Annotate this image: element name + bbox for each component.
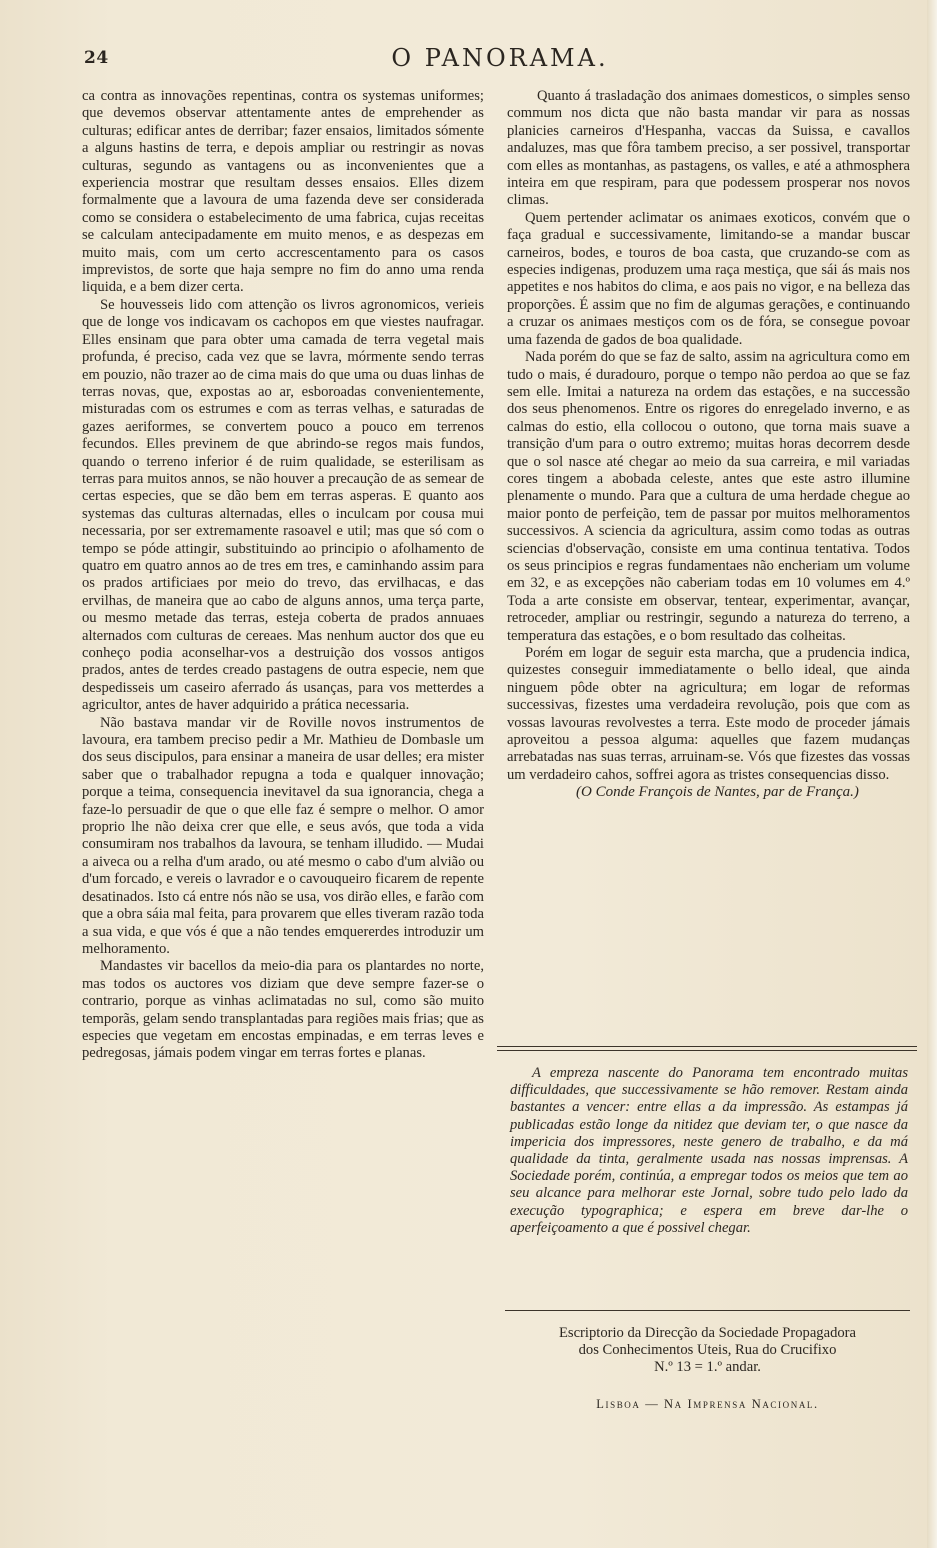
journal-title: O PANORAMA. xyxy=(391,44,609,72)
office-line-3: N.º 13 = 1.º andar. xyxy=(654,1359,761,1375)
left-column xyxy=(82,88,484,1063)
office-line-2: dos Conhecimentos Uteis, Rua do Crucifixo xyxy=(578,1342,837,1358)
printer-imprint: Lisboa — Na Imprensa Nacional. xyxy=(596,1397,819,1411)
page-header xyxy=(84,44,916,76)
left-paragraph-2: Se houvesseis lido com attenção os livros agronomicos, verieis que de longe vos indicavam os cachopos em que viestes naufragar. Elles ensinam que para obter uma camada de terra vegetal mais profunda, é preciso, cada vez que se lavra, mórmente sendo terras em pouzio, não trazer ao de cima mais do que uma ou duas linhas de terras novas, que, expostas ao ar, esboroadas convenientemente, misturadas com os estrumes e com as terras velhas, e saturadas de gazes aeriformes, se convertem pouco a pouco em terrenos fecundos. Elles previnem de que abrindo-se regos mais fundos, quando o terreno inferior é de ruim qualidade, se esterilisam as terras para muitos annos, se não houver a precaução de as semear de certas especies, que se dão bem em terras asperas. E quanto aos systemas das culturas alternadas, elles o inculcam por cousa mui necessaria, por ser extremamente rasoavel e util; mas que só com o tempo se póde attingir, substituindo ao principio o afolhamento de quatro em quatro annos ao de tres em tres, e caminhando assim para os prados artificiaes por meio do trevo, das ervilhacas, e das ervilhas, de maneira que ao cabo de alguns annos, uma terça parte, ou mesmo metade das terras, esteja coberta de prados annuaes alternados com culturas de cereaes. Mas nenhum auctor dos que eu conheço podia aconselhar-vos a destruição dos vossos antigos prados, antes de terdes creado pastagens de outra especie, nem que despedisseis um caseiro aferrado ás usanças, para vos metterdes a agricultor, antes de haver adquirido a prática necessaria. xyxy=(82,296,484,714)
notice-text: A empreza nascente do Panorama tem encontrado muitas difficuldades, que successivamente se hão remover. Restam ainda bastantes a vencer: entre ellas a da impressão. As estampas já publicadas estão longe da nitidez que deviam ter, o que nasce da impericia dos impressores, neste genero de trabalho, e da má qualidade da tinta, geralmente usada nas nossas imprensas. A Sociedade porém, continúa, a empregar todos os meios que tem ao seu alcance para melhorar este Jornal, sobre tudo pelo lado da execução typographica; e espera em breve dar-lhe o aperfeiçoamento a que é possivel chegar. xyxy=(510,1065,908,1236)
office-line-1: Escriptorio da Direcção da Sociedade Propagadora xyxy=(558,1325,857,1341)
notice-top-rule xyxy=(497,1046,917,1051)
article-signature: (O Conde François de Nantes, par de França.) xyxy=(576,784,859,801)
right-paragraph-3: Nada porém do que se faz de salto, assim na agricultura como em tudo o mais, é duradouro, porque o tempo não perdoa ao que se faz sem elle. Imitai a natureza na ordem das estações, e na successão dos seus phenomenos. Entre os rigores do enregelado inverno, e as calmas do estio, ella collocou o outono, que torna mais suave a transição d'um para o outro extremo; muitas horas decorrem desde que o sol nasce até chegar ao meio da sua carreira, e mil variadas cores tingem a abobada celeste, antes que este astro illumine plenamente o mundo. Para que a cultura de uma herdade chegue ao maior ponto de perfeição, tem de passar por muitos melhoramentos successivos. A sciencia da agricultura, assim como todas as outras sciencias d'observação, consiste em uma continua tentativa. Todos os seus principios e regras fundamentaes não encheriam um volume em 32, e as excepções não caberiam todas em 10 volumes em 4.º Toda a arte consiste em observar, tentear, experimentar, avançar, retroceder, ampliar ou restringir, segundo a natureza do terreno, a temperatura das estações, e o bom resultado das colheitas. xyxy=(507,349,910,644)
left-paragraph-3: Não bastava mandar vir de Roville novos instrumentos de lavoura, era tambem preciso pedir a Mr. Mathieu de Dombasle um dos seus discipulos, para ensinar a maneira de usar delles; era mister saber que o trabalhador repugna a toda e qualquer innovação; porque a teima, consequencia inevitavel da sua ignorancia, chega a faze-lo persuadir de que o que elle faz é sempre o melhor. O amor proprio lhe não deixa crer que elle, e seus avós, que toda a vida consumiram nos trabalhos da lavoura, se tenham illudido. — Mudai a aiveca ou a relha d'um arado, ou até mesmo o cabo d'um alvião ou d'um forcado, e vereis o lavrador e o cavouqueiro ficarem de repente desatinados. Isto cá entre nós não se usa, vos dirão elles, e farão com que a obra sáia mal feita, para provarem que elles tiveram razão toda a sua vida, e que vós é que a não tendes emquererdes introduzir um melhoramento. xyxy=(82,714,485,957)
right-column xyxy=(507,88,910,802)
notice-bottom-rule xyxy=(505,1310,910,1311)
left-paragraph-1: ca contra as innovações repentinas, contra os systemas uniformes; que devemos observar attentamente antes de emprehender as culturas; edificar antes de derribar; fazer ensaios, limitados sómente a alguns hastins de terra, e depois ampliar ou restringir as novas culturas, segundo as vantagens ou as inconvenientes que a experiencia mostrar que resultam desses ensaios. Elles dizem formalmente que a lavoura de uma fazenda deve ser considerada como se considera o estabelecimento de uma fabrica, cujas receitas se calculam antecipadamente em muito menos, e as despezas em muito mais, com um certo accrescentamento para os casos imprevistos, de sorte que haja sempre no fim do anno uma renda liquida, e a bem dizer certa. xyxy=(82,88,484,296)
office-address xyxy=(505,1325,910,1376)
right-paragraph-1: Quanto á trasladação dos animaes domesticos, o simples senso commum nos dicta que não basta mandar vir para as nossas planicies carneiros d'Hespanha, vaccas da Suissa, e cavallos andaluzes, mas que fôra tambem preciso, a ser possivel, transportar com elles as montanhas, as pastagens, os valles, e até a athmosphera inteira em que respiram, para que podessem prosperar nos novos climas. xyxy=(507,88,910,209)
left-paragraph-4: Mandastes vir bacellos da meio-dia para os plantardes no norte, mas todos os auctores vos diziam que deve sempre fazer-se o contrario, porque as vinhas aclimatadas no sul, como são muito temporãs, gelam sendo transplantadas para regiões mais frias; que as especies que vegetam em encostas empinadas, e em terras leves e pedregosas, jámais podem vingar em terras fortes e planas. xyxy=(82,958,484,1062)
editorial-notice xyxy=(510,1065,908,1237)
page-edge xyxy=(927,0,937,1548)
right-paragraph-4: Porém em logar de seguir esta marcha, que a prudencia indica, quizestes conseguir immediatamente o bello ideal, que ainda ninguem pôde obter na agricultura; em logar de reformas successivas, fizestes uma verdadeira revolução, pois que com as vossas lavouras revolvestes a terra. Este modo de proceder jámais aproveitou a pessoa alguma: aquelles que fazem mudanças arrebatadas nas suas terras, arruinam-se. Vós que fizestes das vossas um verdadeiro cahos, soffrei agora as tristes consequencias disso. xyxy=(507,645,910,783)
right-paragraph-2: Quem pertender aclimatar os animaes exoticos, convém que o faça gradual e successivamente, limitando-se a mandar buscar carneiros, bodes, e touros de boa casta, que cruzando-se com as especies indigenas, produzem uma raça mestiça, que sái ás mais nos appetites e nos habitos do clima, e aos pais no vigor, e na belleza das proporções. É assim que no fim de algumas gerações, e continuando a cruzar os animaes mestiços com os de fóra, se consegue povoar uma fazenda de gados de boa qualidade. xyxy=(507,209,910,348)
page-number: 24 xyxy=(84,48,109,68)
